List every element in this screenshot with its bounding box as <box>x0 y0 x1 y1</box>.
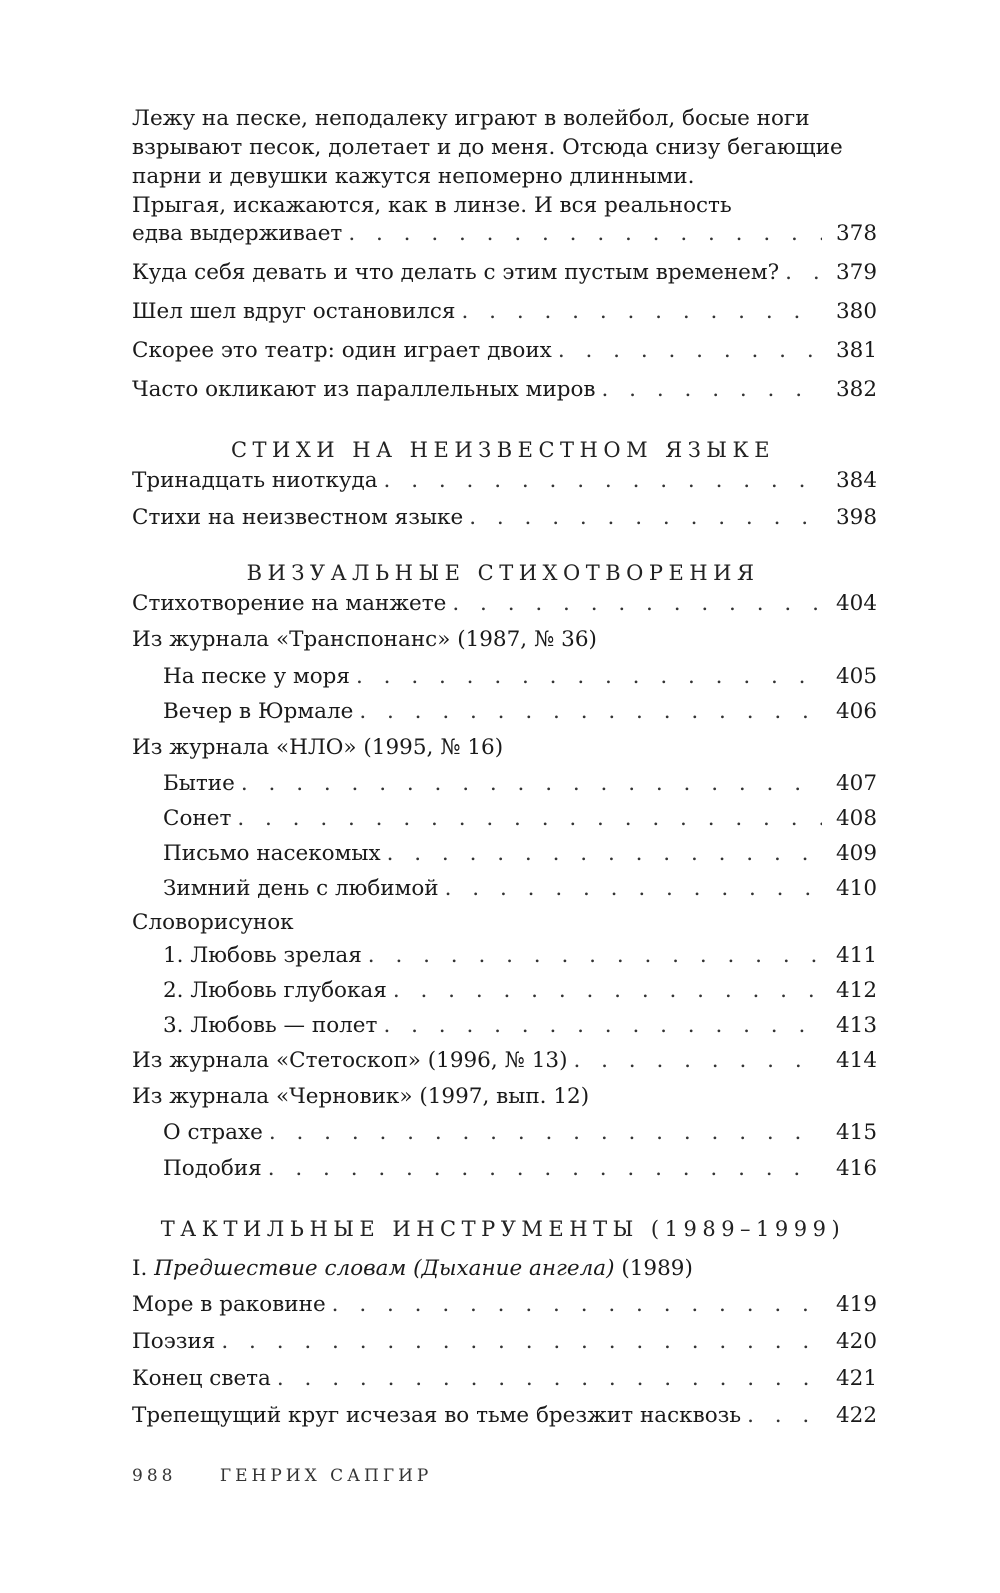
entry-title: Тринадцать ниоткуда <box>132 468 378 493</box>
entry-line: Прыгая, искажаются, как в линзе. И вся реальность <box>132 193 732 218</box>
toc-group-title: Словорисунок <box>132 910 294 935</box>
toc-subentry <box>132 876 878 902</box>
page-number: 382 <box>836 377 878 402</box>
toc-subentry <box>132 1120 878 1146</box>
toc-entry <box>132 260 878 286</box>
page-number: 415 <box>836 1120 878 1145</box>
dot-leader <box>393 978 822 1004</box>
toc-entry <box>132 1329 878 1355</box>
section-title: СТИХИ НА НЕИЗВЕСТНОМ ЯЗЫКЕ <box>230 438 776 462</box>
entry-title: Из журнала «Стетоскоп» (1996, № 13) <box>132 1048 568 1073</box>
page-number: 378 <box>836 221 878 246</box>
toc-subentry <box>132 771 878 797</box>
toc-entry <box>132 338 878 364</box>
toc-subentry <box>132 806 878 832</box>
page-number: 413 <box>836 1013 878 1038</box>
page-number: 398 <box>836 505 878 530</box>
entry-title: Сонет <box>163 806 232 831</box>
entry-title: Бытие <box>163 771 235 796</box>
page-number: 416 <box>836 1156 878 1181</box>
page-number: 384 <box>836 468 878 493</box>
toc-entry <box>132 1048 878 1074</box>
toc-group-title: Из журнала «Черновик» (1997, вып. 12) <box>132 1084 590 1109</box>
table-of-contents <box>132 104 878 1429</box>
entry-title: О страхе <box>163 1120 263 1145</box>
page-number: 422 <box>836 1403 878 1428</box>
dot-leader <box>573 1048 822 1074</box>
entry-title: Часто окликают из параллельных миров <box>132 377 596 402</box>
entry-title: Подобия <box>163 1156 262 1181</box>
toc-entry <box>132 299 878 325</box>
dot-leader <box>747 1403 822 1429</box>
entry-line: взрывают песок, долетает и до меня. Отсюда снизу бегающие <box>132 135 843 160</box>
entry-title: Поэзия <box>132 1329 216 1354</box>
section-title: ТАКТИЛЬНЫЕ ИНСТРУМЕНТЫ (1989–1999) <box>160 1217 846 1241</box>
toc-subentry <box>132 943 878 969</box>
toc-subentry <box>132 978 878 1004</box>
entry-title: Шел шел вдруг остановился <box>132 299 456 324</box>
page-number: 404 <box>836 591 878 616</box>
part-heading <box>132 1256 874 1282</box>
toc-group-title: Из журнала «Транспонанс» (1987, № 36) <box>132 627 597 652</box>
entry-line: парни и девушки кажутся непомерно длинными. <box>132 164 695 189</box>
dot-leader <box>268 1156 822 1182</box>
dot-leader <box>383 1013 822 1039</box>
page-number: 412 <box>836 978 878 1003</box>
page-number: 406 <box>836 699 878 724</box>
page-number: 421 <box>836 1366 878 1391</box>
page-number: 408 <box>836 806 878 831</box>
page-number: 380 <box>836 299 878 324</box>
dot-leader <box>221 1329 822 1355</box>
toc-entry <box>132 591 878 617</box>
entry-title: На песке у моря <box>163 664 350 689</box>
toc-entry <box>132 377 878 403</box>
running-footer <box>132 1466 432 1486</box>
entry-title: Скорее это театр: один играет двоих <box>132 338 552 363</box>
toc-entry <box>132 1366 878 1392</box>
dot-leader <box>348 221 822 247</box>
page-number: 379 <box>836 260 878 285</box>
page-number: 407 <box>836 771 878 796</box>
dot-leader <box>356 664 822 690</box>
toc-entry <box>132 1403 878 1429</box>
part-numeral: I. <box>132 1256 148 1281</box>
entry-title: Вечер в Юрмале <box>163 699 354 724</box>
dot-leader <box>469 505 822 531</box>
toc-entry <box>132 468 878 494</box>
dot-leader <box>558 338 822 364</box>
entry-line: Лежу на песке, неподалеку играют в волейбол, босые ноги <box>132 106 810 131</box>
page-number: 411 <box>836 943 878 968</box>
toc-entry <box>132 1292 878 1318</box>
entry-title: 1. Любовь зрелая <box>163 943 362 968</box>
dot-leader <box>359 699 822 725</box>
toc-subentry <box>132 664 878 690</box>
entry-title: Письмо насекомых <box>163 841 381 866</box>
part-year: (1989) <box>621 1256 693 1281</box>
part-title: Предшествие словам (Дыхание ангела) <box>154 1256 615 1281</box>
dot-leader <box>384 468 822 494</box>
dot-leader <box>785 260 822 286</box>
entry-title: Трепещущий круг исчезая во тьме брезжит насквозь <box>132 1403 742 1428</box>
dot-leader <box>277 1366 822 1392</box>
toc-entry-multiline <box>132 104 874 220</box>
toc-subentry <box>132 699 878 725</box>
dot-leader <box>237 806 822 832</box>
entry-title: Стихи на неизвестном языке <box>132 505 464 530</box>
page-number: 410 <box>836 876 878 901</box>
entry-title: Море в раковине <box>132 1292 326 1317</box>
dot-leader <box>445 876 822 902</box>
page-number: 381 <box>836 338 878 363</box>
page-number: 420 <box>836 1329 878 1354</box>
entry-title: 2. Любовь глубокая <box>163 978 387 1003</box>
toc-entry <box>132 221 878 247</box>
page-number: 405 <box>836 664 878 689</box>
dot-leader <box>602 377 822 403</box>
toc-subentry <box>132 1013 878 1039</box>
dot-leader <box>269 1120 822 1146</box>
toc-entry <box>132 505 878 531</box>
entry-title: 3. Любовь — полет <box>163 1013 378 1038</box>
dot-leader <box>387 841 822 867</box>
entry-title: Куда себя девать и что делать с этим пустым временем? <box>132 260 780 285</box>
entry-title: Зимний день с любимой <box>163 876 439 901</box>
entry-title: едва выдерживает <box>132 221 343 246</box>
folio-page-number: 988 <box>132 1466 177 1486</box>
toc-subentry <box>132 841 878 867</box>
page-number: 409 <box>836 841 878 866</box>
toc-subentry <box>132 1156 878 1182</box>
entry-title: Конец света <box>132 1366 271 1391</box>
dot-leader <box>332 1292 822 1318</box>
toc-group-title: Из журнала «НЛО» (1995, № 16) <box>132 735 504 760</box>
dot-leader <box>461 299 822 325</box>
running-author: ГЕНРИХ САПГИР <box>219 1466 433 1486</box>
entry-title: Стихотворение на манжете <box>132 591 447 616</box>
dot-leader <box>368 943 822 969</box>
dot-leader <box>452 591 822 617</box>
dot-leader <box>241 771 822 797</box>
page-number: 419 <box>836 1292 878 1317</box>
section-title: ВИЗУАЛЬНЫЕ СТИХОТВОРЕНИЯ <box>246 561 760 585</box>
page-number: 414 <box>836 1048 878 1073</box>
